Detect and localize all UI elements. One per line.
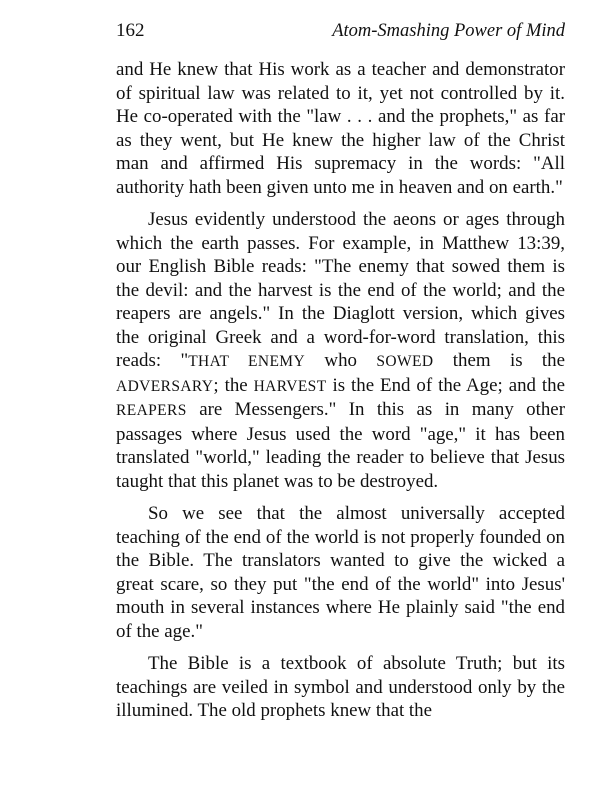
paragraph-3: So we see that the almost universally accepted teaching of the end of the world is not properly founded on the Bible. The translators wanted to give the wicked a great scare, so they put "the end of the world" into Jesus' mouth in several instances where He plainly said "the end of the age." [116,503,565,642]
paragraph-2-text: Jesus evidently understood the aeons or ages through which the earth passes. For example, in Matthew 13:39, our English Bible reads: "The enemy that sowed them is the devil: and the harvest is the end of the world; and the reapers are angels." In the Diaglott version, which gives the original Greek and a word-for-word translation, this reads: " [116,209,565,371]
small-caps-reapers: REAPERS [116,402,187,419]
running-title: Atom-Smashing Power of Mind [332,21,565,41]
page-number: 162 [116,20,145,41]
small-caps-sowed: SOWED [376,353,434,370]
paragraph-4: The Bible is a textbook of absolute Truth; but its teachings are veiled in symbol and understood only by the illumined. The old prophets knew that the [116,653,565,721]
paragraph-2-text: is the End of the Age; and the [326,374,565,396]
page-header [116,20,565,46]
small-caps-adversary: ADVERSARY [116,377,214,395]
paragraph-2 [116,208,565,493]
paragraph-2-text: who [305,350,377,371]
small-caps-that-enemy: THAT ENEMY [188,353,306,370]
small-caps-harvest: HARVEST [253,377,327,395]
paragraph-1: and He knew that His work as a teacher and demonstrator of spiritual law was related to it, yet not controlled by it. He co-operated with the "law . . . and the prophets," as far as they went, but He knew the higher law of the Christ man and affirmed His supremacy in the words: "All authority hath been given unto me in heaven and on earth." [116,59,565,198]
body-text [116,58,565,723]
paragraph-2-text: ; the [213,374,254,396]
paragraph-2-text: them is the [433,350,565,371]
paragraph-2-text: are Messengers." In this as in many other passages where Jesus used the word "age," it has been translated "world," leading the reader to believe that Jesus taught that this planet was to be destroyed. [116,399,565,492]
